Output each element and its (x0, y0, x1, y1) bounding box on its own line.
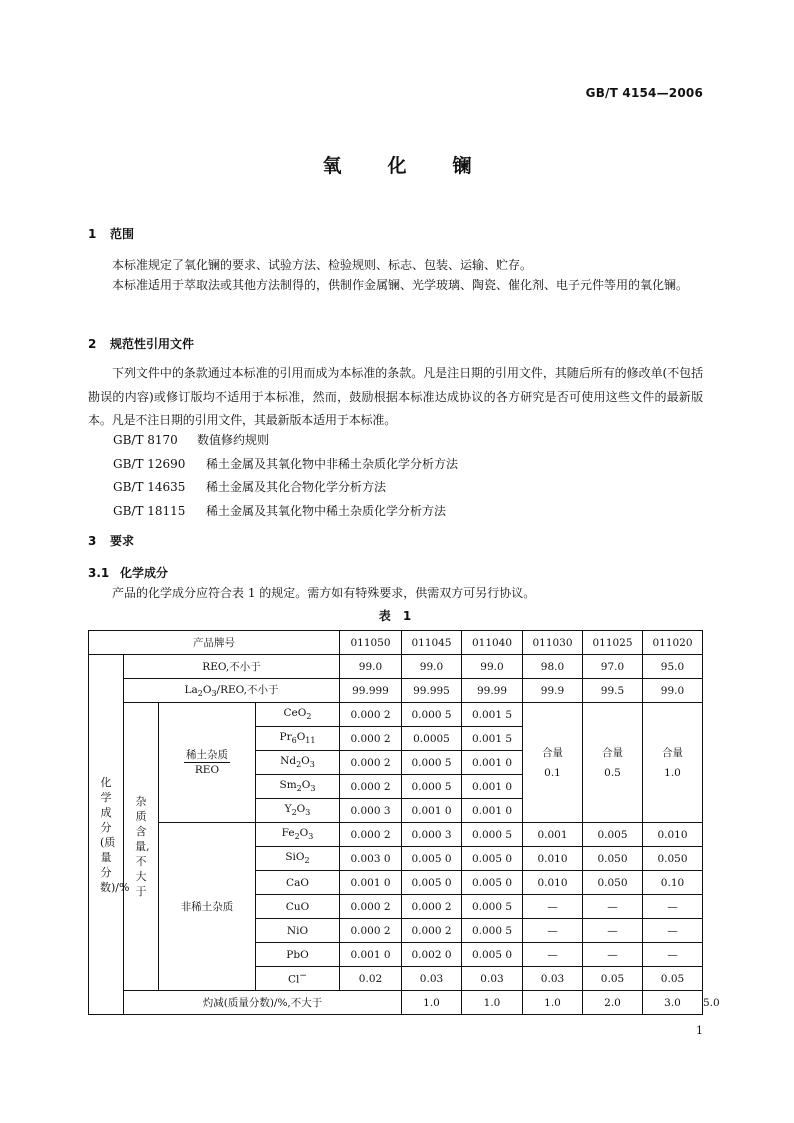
value-cell: 0.000 5 (462, 823, 523, 847)
section-number: 1 (88, 227, 97, 241)
table-caption: 表 1 (378, 609, 416, 623)
value-cell: 0.001 0 (462, 799, 523, 823)
value-cell: 0.005 0 (462, 847, 523, 871)
value-cell: 99.999 (340, 679, 402, 703)
reference-name: 数值修约规则 (197, 433, 270, 447)
value-cell: 0.001 (523, 823, 583, 847)
value-cell: 0.000 3 (402, 823, 462, 847)
total-cell: 合量 1.0 (643, 703, 703, 823)
value-cell: 0.10 (643, 871, 703, 895)
grade-cell: 011040 (462, 631, 523, 655)
section-1-para-2: 本标准适用于萃取法或其他方法制得的，供制作金属镧、光学玻璃、陶瓷、催化剂、电子元件等用的氧化镧。 (112, 278, 689, 292)
row-label: REO,不小于 (124, 655, 340, 679)
value-cell: 95.0 (643, 655, 703, 679)
side-label: 化学成分(质量分数)/% (100, 775, 130, 894)
section-2-heading (88, 335, 194, 352)
value-cell: 99.5 (583, 679, 643, 703)
impurity-name: CeO$_2$ (256, 703, 340, 727)
table-row (89, 703, 703, 727)
rare-earth-fraction: $\frac{\text{稀土杂质}}{\text{REO}}$ (186, 749, 228, 776)
side-label-cell (89, 655, 130, 1015)
impurity-name: NiO (256, 919, 340, 943)
table-row (89, 655, 703, 679)
value-cell: 0.003 0 (340, 847, 402, 871)
value-cell: 0.001 5 (462, 703, 523, 727)
value-cell: 0.000 2 (340, 727, 402, 751)
value-cell: 0.05 (583, 967, 643, 991)
section-number: 2 (88, 337, 97, 351)
value-cell: 0.000 2 (340, 751, 402, 775)
value-cell: 0.02 (340, 967, 402, 991)
impurity-name: CaO (256, 871, 340, 895)
value-cell: 99.9 (523, 679, 583, 703)
value-cell: — (643, 919, 703, 943)
grade-cell: 011050 (340, 631, 402, 655)
value-cell: 0.005 0 (462, 943, 523, 967)
value-cell: 99.99 (462, 679, 523, 703)
value-cell: 98.0 (523, 655, 583, 679)
value-cell: 0.0005 (402, 727, 462, 751)
value-cell: 0.000 2 (340, 775, 402, 799)
impurity-name: SiO$_2$ (256, 847, 340, 871)
normative-reference (113, 502, 446, 519)
value-cell: 0.050 (583, 847, 643, 871)
value-cell: 99.0 (340, 655, 402, 679)
value-cell: 1.0 (402, 991, 462, 1015)
section-3-1-para-1: 产品的化学成分应符合表 1 的规定。需方如有特殊要求，供需双方可另行协议。 (112, 586, 536, 600)
reference-code: GB/T 14635 (113, 480, 186, 494)
section-1-para-1: 本标准规定了氧化镧的要求、试验方法、检验规则、标志、包装、运输、贮存。 (112, 258, 533, 272)
value-cell: 99.0 (402, 655, 462, 679)
value-cell: — (643, 895, 703, 919)
section-2-para-1: 下列文件中的条款通过本标准的引用而成为本标准的条款。凡是注日期的引用文件，其随后所有的修改单(不包括勘误的内容)或修订版均不适用于本标准，然而，鼓励根据本标准达成协议的各方研究是否可使用这些文件的最新版本。凡是不注日期的引用文件，其最新版本适用于本标准。 (88, 366, 703, 427)
reference-code: GB/T 18115 (113, 504, 186, 518)
document-title: 氧化镧 (322, 155, 518, 177)
value-cell: 3.0 (643, 991, 703, 1015)
chemical-composition-table (88, 630, 720, 1015)
value-cell: 0.001 0 (340, 943, 402, 967)
value-cell: 0.001 0 (340, 871, 402, 895)
reference-name: 稀土金属及其化合物化学分析方法 (206, 480, 387, 494)
table-row (89, 823, 703, 847)
value-cell: 1.0 (523, 991, 583, 1015)
value-cell: 0.010 (523, 871, 583, 895)
value-cell: 0.000 5 (402, 775, 462, 799)
row-label: 灼减(质量分数)/%,不大于 (124, 991, 402, 1015)
value-cell: 0.001 5 (462, 727, 523, 751)
value-cell: — (583, 895, 643, 919)
grade-cell: 011025 (583, 631, 643, 655)
impurity-name: $Fe_2O_3$ (256, 823, 340, 847)
value-cell: 0.001 0 (462, 775, 523, 799)
value-cell: 99.995 (402, 679, 462, 703)
non-rare-earth-label: 非稀土杂质 (159, 823, 256, 991)
value-cell: 0.001 0 (402, 799, 462, 823)
impurity-name: Cl− (256, 967, 340, 991)
section-title: 要求 (110, 534, 135, 548)
value-cell: 0.000 2 (340, 919, 402, 943)
reference-code: GB/T 8170 (113, 433, 178, 447)
value-cell: 99.0 (462, 655, 523, 679)
section-3-heading (88, 532, 134, 549)
reference-name: 稀土金属及其氧化物中稀土杂质化学分析方法 (206, 504, 447, 518)
table-row: 灼减(质量分数)/%,不大于 1.0 1.0 1.0 2.0 3.0 5.0 (89, 991, 703, 1015)
value-cell: 0.010 (643, 823, 703, 847)
value-cell: 0.000 5 (402, 751, 462, 775)
row-label: $La_2O_3$/REO,不小于 (124, 679, 340, 703)
grade-label: 产品牌号 (89, 631, 340, 655)
table-row (89, 679, 703, 703)
impurity-label-cell (124, 703, 159, 991)
grade-cell: 011030 (523, 631, 583, 655)
section-3-1-heading (88, 564, 168, 581)
value-cell: 0.005 0 (402, 871, 462, 895)
value-cell: — (583, 919, 643, 943)
impurity-label: 杂质含量,不大于 (135, 795, 150, 898)
value-cell: 0.03 (462, 967, 523, 991)
impurity-name: $Pr_6O_{11}$ (256, 727, 340, 751)
impurity-name: PbO (256, 943, 340, 967)
value-cell: 1.0 (462, 991, 523, 1015)
impurity-name: $Nd_2O_3$ (256, 751, 340, 775)
normative-reference (113, 478, 386, 495)
value-cell: 0.000 2 (340, 823, 402, 847)
value-cell: 0.05 (643, 967, 703, 991)
value-cell: — (523, 943, 583, 967)
rare-earth-label-cell (159, 703, 256, 823)
value-cell: 0.000 5 (462, 895, 523, 919)
reference-name: 稀土金属及其氧化物中非稀土杂质化学分析方法 (206, 457, 459, 471)
impurity-name: $Sm_2O_3$ (256, 775, 340, 799)
section-title: 化学成分 (120, 566, 169, 580)
section-title: 规范性引用文件 (110, 337, 195, 351)
table-header-row (89, 631, 703, 655)
total-cell: 合量 0.1 (523, 703, 583, 823)
value-cell: 0.000 2 (340, 895, 402, 919)
total-cell: 合量 0.5 (583, 703, 643, 823)
value-cell: 0.001 0 (462, 751, 523, 775)
value-cell: 0.000 5 (462, 919, 523, 943)
value-cell: 0.005 (583, 823, 643, 847)
value-cell: — (523, 919, 583, 943)
section-number: 3.1 (88, 566, 110, 580)
normative-reference (113, 431, 269, 448)
impurity-name: $Y_2O_3$ (256, 799, 340, 823)
impurity-name: CuO (256, 895, 340, 919)
value-cell: — (643, 943, 703, 967)
value-cell: 0.050 (583, 871, 643, 895)
value-cell: 99.0 (643, 679, 703, 703)
value-cell: 0.000 2 (402, 919, 462, 943)
normative-reference (113, 455, 458, 472)
value-cell: 0.002 0 (402, 943, 462, 967)
value-cell: 0.000 2 (402, 895, 462, 919)
section-title: 范围 (110, 227, 135, 241)
value-cell: 97.0 (583, 655, 643, 679)
grade-cell: 011020 (643, 631, 703, 655)
value-cell: 0.000 3 (340, 799, 402, 823)
value-cell: 0.03 (523, 967, 583, 991)
section-number: 3 (88, 534, 97, 548)
section-1-heading (88, 225, 134, 242)
value-cell: 0.050 (643, 847, 703, 871)
value-cell: 0.005 0 (402, 847, 462, 871)
value-cell: 2.0 (583, 991, 643, 1015)
standard-code: GB/T 4154—2006 (585, 86, 703, 100)
value-cell: — (583, 943, 643, 967)
value-cell: 0.005 0 (462, 871, 523, 895)
reference-code: GB/T 12690 (113, 457, 186, 471)
value-cell: 0.000 2 (340, 703, 402, 727)
value-cell: 0.010 (523, 847, 583, 871)
value-cell: 0.000 5 (402, 703, 462, 727)
value-cell: 0.03 (402, 967, 462, 991)
page-number: 1 (696, 1024, 703, 1037)
grade-cell: 011045 (402, 631, 462, 655)
value-cell: — (523, 895, 583, 919)
